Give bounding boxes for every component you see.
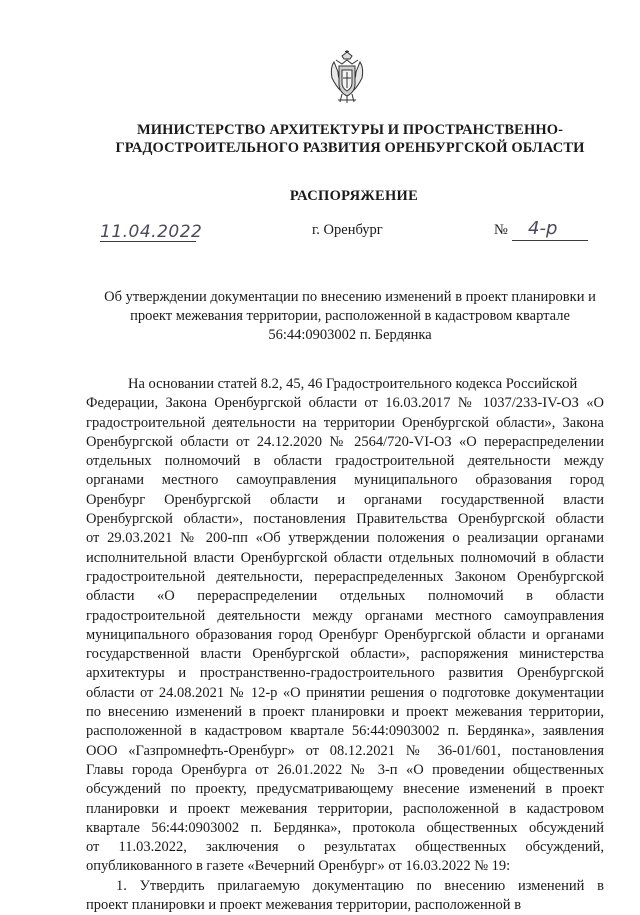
number-underline — [512, 240, 588, 241]
subject-line2: проект межевания территории, расположенной в кадастровом квартале — [130, 308, 570, 324]
ministry-title — [60, 121, 640, 157]
body-line: 1. Утвердить прилагаемую документацию по внесению изменений в — [116, 877, 604, 894]
ministry-title-line2: ГРАДОСТРОИТЕЛЬНОГО РАЗВИТИЯ ОРЕНБУРГСКОЙ ОБЛАСТИ — [115, 140, 585, 156]
body-line: государственной власти Оренбургской области», распоряжения министерства — [86, 646, 604, 663]
body-line: Главы города Оренбурга от 26.01.2022 № 3-п «О проведении общественных — [86, 761, 604, 778]
body-line: проект планировки и проект межевания территории, расположенной в — [86, 897, 522, 914]
body-line: Оренбург Оренбургской области и органами государственной власти — [86, 491, 604, 508]
document-date: 11.04.2022 — [100, 222, 203, 242]
body-line: от 11.03.2022, заключения о результатах общественных обсуждений, — [86, 839, 604, 856]
document-city: г. Оренбург — [312, 222, 383, 238]
document-type: РАСПОРЯЖЕНИЕ — [289, 188, 419, 204]
body-line: Федерации, Закона Оренбургской области от 16.03.2017 № 1037/233-IV-ОЗ «О — [86, 395, 604, 412]
subject-line3: 56:44:0903002 п. Бердянка — [268, 327, 432, 343]
body-line: отдельных полномочий в области градостроительной деятельности между — [86, 453, 604, 470]
body-line: муниципального образования город Оренбург Оренбургской области и органами — [86, 626, 604, 643]
document-body — [86, 375, 604, 915]
body-line: расположенной в кадастровом квартале 56:44:0903002 п. Бердянка», заявления — [86, 723, 604, 740]
body-line: квартале 56:44:0903002 п. Бердянка», протокола общественных обсуждений — [86, 819, 604, 836]
body-line: планировки и проект межевания территории, расположенной в кадастровом — [86, 800, 604, 817]
body-line: органами местного самоуправления муниципального образования город — [86, 472, 604, 489]
body-line: от 29.03.2021 № 200-пп «Об утверждении положения о реализации органами — [86, 530, 604, 547]
document-number: 4-р — [528, 218, 558, 239]
body-line: На основании статей 8.2, 45, 46 Градостроительного кодекса Российской — [128, 376, 578, 392]
body-line: по внесению изменений в проект планировки и проект межевания территории, — [86, 704, 604, 721]
body-line: градостроительной деятельности на территории Оренбургской области», Закона — [86, 414, 604, 431]
body-line: градостроительной деятельности, перераспределенных Законом Оренбургской — [86, 568, 604, 585]
body-line: области «О перераспределении отдельных полномочий в области — [86, 588, 604, 605]
body-line: области от 24.08.2021 № 12-р «О принятии решения о подготовке документации — [86, 684, 604, 701]
body-line: исполнительной власти Оренбургской области отдельных полномочий в области — [86, 549, 604, 566]
body-line: обсуждений по проекту, предусматривающему внесение изменений в проект — [86, 781, 604, 798]
body-line: архитектуры и пространственно-градостроительного развития Оренбургской — [86, 665, 604, 682]
body-line: Оренбургской области», постановления Правительства Оренбургской области — [86, 511, 604, 528]
body-line: ООО «Газпромнефть-Оренбург» от 08.12.2021 № 36-01/601, постановления — [86, 742, 604, 759]
document-subject — [80, 288, 620, 345]
coat-of-arms-icon — [326, 50, 368, 104]
body-line: опубликованного в газете «Вечерний Оренбург» от 16.03.2022 № 19: — [86, 858, 511, 875]
body-line: Оренбургской области от 24.12.2020 № 2564/720-VI-ОЗ «О перераспределении — [86, 433, 604, 450]
subject-line1: Об утверждении документации по внесению изменений в проект планировки и — [104, 289, 596, 305]
number-label: № — [494, 222, 508, 238]
date-underline — [100, 241, 196, 242]
ministry-title-line1: МИНИСТЕРСТВО АРХИТЕКТУРЫ И ПРОСТРАНСТВЕННО- — [136, 122, 564, 138]
body-line: градостроительной деятельности между органами местного самоуправления — [86, 607, 604, 624]
